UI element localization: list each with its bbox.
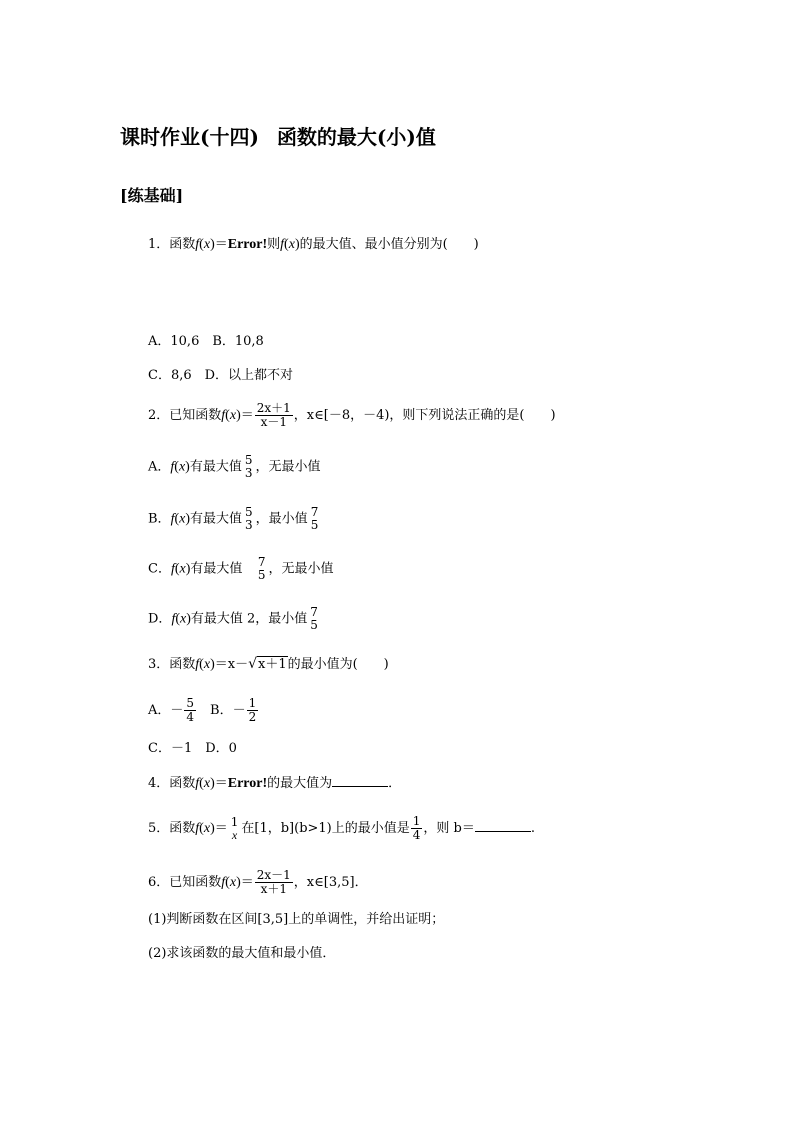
q2c-n: 7 <box>257 555 266 569</box>
q3b-d: 2 <box>248 710 257 724</box>
q1-fx: f <box>195 237 200 252</box>
q1-number: 1．函数 <box>148 237 196 252</box>
q5-answer-blank <box>475 819 531 832</box>
q2a-label: A． <box>148 459 171 475</box>
q2a-fraction <box>243 454 255 480</box>
q1-options-ab: A．10,6 B．10,8 <box>148 334 264 349</box>
q5-d2: 4 <box>412 828 421 842</box>
q1-error: Error! <box>227 237 268 252</box>
q5-mid: 在[1，b](b>1)上的最小值是 <box>241 821 410 836</box>
page-title <box>120 121 436 150</box>
q6-numerator: 2x－1 <box>256 868 291 882</box>
q6-denominator: x＋1 <box>255 882 293 896</box>
q4-answer-blank <box>332 774 388 787</box>
q3-eq: ＝x－ <box>214 657 249 672</box>
q2b-n2: 7 <box>310 505 319 519</box>
q6-part-1: (1)判断函数在区间[3,5]上的单调性，并给出证明； <box>148 912 445 927</box>
q2a-d: 3 <box>244 466 253 480</box>
q2c-fraction <box>256 556 268 582</box>
q6-eq: ＝ <box>240 875 254 890</box>
q5-d: x <box>231 827 238 842</box>
q3-options-cd: C．－1 D．0 <box>148 741 237 756</box>
q2b-fraction-2 <box>309 506 321 532</box>
q4-eq: ＝ <box>214 776 228 791</box>
q3-tail: 的最小值为( ) <box>287 657 389 672</box>
q3a-fraction <box>184 697 196 724</box>
q2b-mid: ，最小值 <box>255 511 308 527</box>
q5-number: 5．函数 <box>148 821 196 836</box>
q2c-label: C． <box>148 561 171 577</box>
q2b-d2: 5 <box>310 518 319 532</box>
q2d-text: 有最大值 2，最小值 <box>190 611 308 627</box>
q6-part-2: (2)求该函数的最大值和最小值． <box>148 946 336 961</box>
q4-error: Error! <box>227 776 268 791</box>
q3b-fraction <box>247 697 259 724</box>
q2c-text: 有最大值 <box>190 561 243 577</box>
q2c-tail: ，无最小值 <box>268 561 334 577</box>
question-2: 2．已知函数f(x)＝ $\frac{2x+1}{x-1}$ ，x∈[－8，－4)，则下列说法正确的是( ) <box>148 401 556 429</box>
q2a-tail: ，无最小值 <box>255 459 321 475</box>
q3-radicand: x＋1 <box>258 657 287 672</box>
q3-sqrt: √x＋1 <box>248 656 287 672</box>
q5-n: 1 <box>230 814 239 829</box>
q2b-n: 5 <box>245 505 253 519</box>
q3a-label: A．－ <box>148 703 184 718</box>
q1-options-cd: C．8,6 D．以上都不对 <box>148 368 294 383</box>
q2-eq: ＝ <box>240 408 254 423</box>
q2b-text: 有最大值 <box>190 511 243 527</box>
q3a-d: 4 <box>186 710 195 724</box>
section-heading: [练基础] <box>120 186 184 205</box>
question-6: 6．已知函数f(x)＝ $\frac{2x-1}{x+1}$ ，x∈[3,5]． <box>148 868 368 896</box>
q2c-d: 5 <box>257 568 266 582</box>
q2b-fraction-1 <box>243 506 255 532</box>
q2-domain: ，x∈[－8，－4)，则下列说法正确的是( ) <box>293 408 556 423</box>
q6-number: 6．已知函数 <box>148 875 222 890</box>
q2d-d: 5 <box>310 618 318 632</box>
q3-options-ab <box>148 697 259 724</box>
q6-fraction <box>255 869 293 896</box>
q4-tail: 的最大值为 <box>267 776 333 791</box>
question-5: 5．函数f(x)＝ 1 x 在[1，b](b>1)上的最小值是 $\frac{1}{4}$ ，则 b＝ . <box>148 814 536 842</box>
q3b-label: B．－ <box>197 703 246 718</box>
question-1: 1．函数f(x)＝Error!则f(x)的最大值、最小值分别为( ) <box>148 237 479 252</box>
q4-end: ． <box>388 776 402 791</box>
question-3: 3．函数f(x)＝x－√x＋1的最小值为( ) <box>148 656 389 672</box>
q4-number: 4．函数 <box>148 776 196 791</box>
q3b-n: 1 <box>248 696 257 710</box>
q5-fraction-2 <box>411 815 423 842</box>
q2b-label: B． <box>148 511 171 527</box>
q2-number: 2．已知函数 <box>148 408 222 423</box>
q5-tail: ，则 b＝ <box>423 821 475 836</box>
q5-n2: 1 <box>412 814 421 828</box>
q2-option-b: B．f(x)有最大值 5 3 ，最小值 7 5 <box>148 505 319 532</box>
title-part1: 课时作业(十四) <box>120 125 259 149</box>
q3-number: 3．函数 <box>148 657 196 672</box>
q6-domain: ，x∈[3,5]． <box>293 875 368 890</box>
q5-end: . <box>530 821 536 836</box>
q2a-n: 5 <box>244 453 253 467</box>
q2d-label: D． <box>148 611 172 627</box>
q1-then: 则 <box>267 237 281 252</box>
q2a-text: 有最大值 <box>189 459 242 475</box>
q2d-n: 7 <box>310 605 318 619</box>
q5-eq: ＝ <box>214 821 228 836</box>
q2-option-d: D．f(x)有最大值 2，最小值 7 5 <box>148 605 318 632</box>
q1-eq: ＝ <box>214 237 228 252</box>
title-part2: 函数的最大(小)值 <box>276 125 436 149</box>
q2d-fraction <box>308 606 320 632</box>
q2b-d: 3 <box>245 518 253 532</box>
q1-tail: 的最大值、最小值分别为( ) <box>299 237 479 252</box>
q2-fraction <box>255 402 293 429</box>
q2-denominator: x－1 <box>255 415 293 429</box>
q3a-n: 5 <box>186 696 195 710</box>
q5-fraction-1 <box>229 816 241 842</box>
question-4: 4．函数f(x)＝Error!的最大值为 ． <box>148 776 402 791</box>
q2-numerator: 2x＋1 <box>256 401 291 415</box>
q2-option-a: A．f(x)有最大值 5 3 ，无最小值 <box>148 453 321 480</box>
q2-option-c: C．f(x)有最大值 7 5 ，无最小值 <box>148 555 334 582</box>
